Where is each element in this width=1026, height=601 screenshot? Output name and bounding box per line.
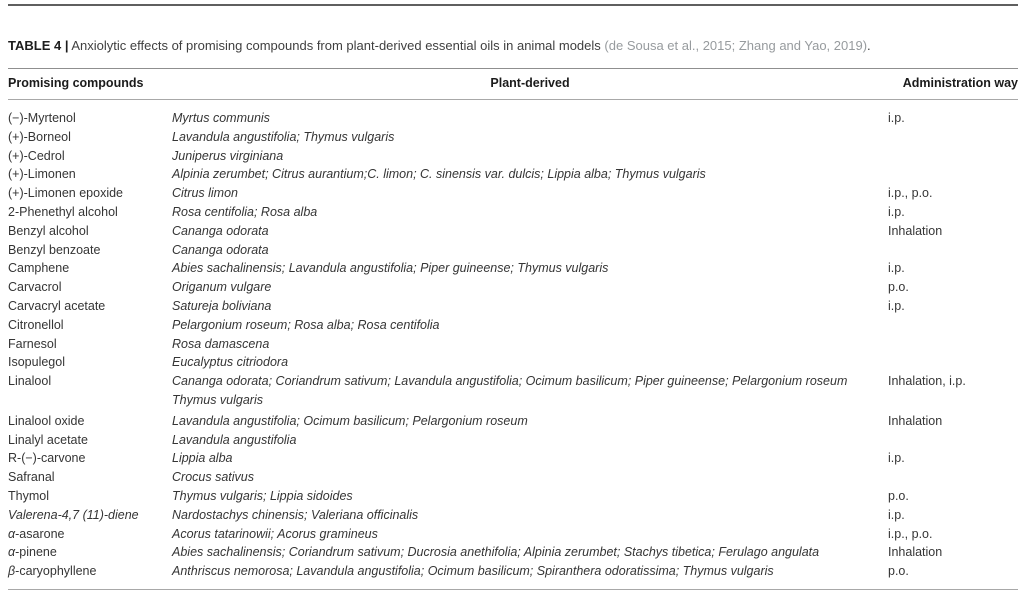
compound-cell: β-caryophyllene: [8, 564, 97, 579]
table-row: [8, 412, 1018, 431]
plant-derived-cell: Myrtus communis: [172, 111, 270, 125]
table-row: [8, 109, 1018, 128]
compound-cell: α-asarone: [8, 526, 65, 541]
compound-cell: Linalool: [8, 374, 52, 389]
header-cell-plant-derived: Plant-derived: [490, 76, 570, 90]
table-row: [8, 487, 1018, 506]
table-row: [8, 468, 1018, 487]
table-4-panel: [0, 4, 1026, 601]
plant-derived-cell: Cananga odorata; Coriandrum sativum; Lavandula angustifolia; Ocimum basilicum; Piper guineense; Pelargonium roseum Thymus vulgaris: [172, 374, 848, 407]
plant-derived-cell: Acorus tatarinowii; Acorus gramineus: [172, 526, 378, 541]
table-bottom-rule: [8, 589, 1018, 590]
plant-derived-cell: Abies sachalinensis; Coriandrum sativum; Ducrosia anethifolia; Alpinia zerumbet; Stachys tibetica; Ferulago angulata: [172, 545, 820, 560]
plant-derived-cell: Lavandula angustifolia; Thymus vulgaris: [172, 129, 395, 144]
compound-cell: Benzyl alcohol: [8, 223, 89, 238]
plant-derived-cell: Lavandula angustifolia; Ocimum basilicum; Pelargonium roseum: [172, 413, 528, 428]
plant-derived-cell: Crocus sativus: [172, 470, 254, 485]
plant-derived-cell: Juniperus virginiana: [172, 148, 284, 163]
compound-cell: (+)-Cedrol: [8, 148, 65, 163]
administration-way-cell: Inhalation: [888, 545, 943, 560]
plant-derived-cell: Thymus vulgaris; Lippia sidoides: [172, 488, 353, 503]
table-row: [8, 165, 1018, 184]
caption-label: TABLE 4: [8, 38, 62, 53]
caption-separator: |: [64, 38, 69, 53]
plant-derived-cell: Nardostachys chinensis; Valeriana officinalis: [172, 507, 419, 522]
compound-cell: 2-Phenethyl alcohol: [8, 204, 118, 219]
plant-derived-cell: Lavandula angustifolia: [172, 432, 297, 447]
table-row: [8, 259, 1018, 278]
administration-way-cell: p.o.: [888, 564, 909, 579]
compound-cell: Isopulegol: [8, 355, 65, 370]
compound-cell: Carvacryl acetate: [8, 298, 106, 313]
table-row: [8, 506, 1018, 525]
administration-way-cell: i.p.: [888, 204, 905, 219]
compound-cell: Safranal: [8, 470, 55, 485]
compound-cell: Benzyl benzoate: [8, 242, 101, 257]
plant-derived-cell: Eucalyptus citriodora: [172, 355, 289, 370]
table-row: [8, 203, 1018, 222]
table-row: [8, 353, 1018, 372]
administration-way-cell: Inhalation: [888, 223, 943, 238]
plant-derived-cell: Citrus limon: [172, 186, 238, 201]
table-row: [8, 147, 1018, 166]
administration-way-cell: i.p.: [888, 261, 905, 276]
table-row: [8, 431, 1018, 450]
table-row: [8, 222, 1018, 241]
administration-way-cell: Inhalation: [888, 413, 943, 428]
administration-way-cell: i.p.: [888, 507, 905, 522]
compound-cell: Valerena-4,7 (11)-diene: [8, 507, 139, 522]
compound-cell: Thymol: [8, 488, 49, 503]
compound-cell: (−)-Myrtenol: [8, 111, 76, 125]
compound-cell: Citronellol: [8, 317, 64, 332]
table-row: [8, 297, 1018, 316]
compound-cell: R-(−)-carvone: [8, 451, 86, 466]
table-row: [8, 525, 1018, 544]
table-caption: [8, 38, 1018, 54]
plant-derived-cell: Cananga odorata: [172, 223, 269, 238]
caption-text: Anxiolytic effects of promising compounds from plant-derived essential oils in animal models: [71, 38, 601, 53]
plant-derived-cell: Lippia alba: [172, 451, 233, 466]
table-row: [8, 543, 1018, 562]
compound-cell: Linalyl acetate: [8, 432, 88, 447]
table-header-row: [8, 69, 1018, 99]
top-divider: [8, 4, 1018, 6]
administration-way-cell: i.p., p.o.: [888, 186, 933, 201]
caption-citation[interactable]: (de Sousa et al., 2015; Zhang and Yao, 2019): [604, 38, 868, 53]
administration-way-cell: i.p., p.o.: [888, 526, 933, 541]
compound-cell: (+)-Limonen: [8, 167, 76, 182]
table-row: [8, 449, 1018, 468]
compound-cell: (+)-Borneol: [8, 129, 71, 144]
table-row: [8, 184, 1018, 203]
table-row: [8, 372, 1018, 412]
table-row: [8, 335, 1018, 354]
administration-way-cell: i.p.: [888, 451, 905, 466]
table-row: [8, 128, 1018, 147]
plant-derived-cell: Rosa damascena: [172, 336, 270, 351]
table-row: [8, 278, 1018, 297]
table-row: [8, 562, 1018, 581]
administration-way-cell: i.p.: [888, 298, 905, 313]
compound-cell: (+)-Limonen epoxide: [8, 186, 123, 201]
header-cell-compounds: Promising compounds: [8, 76, 144, 90]
plant-derived-cell: Rosa centifolia; Rosa alba: [172, 204, 318, 219]
compound-cell: Farnesol: [8, 336, 57, 351]
header-cell-administration-way: Administration way: [902, 76, 1018, 90]
table-body: [8, 100, 1018, 581]
plant-derived-cell: Pelargonium roseum; Rosa alba; Rosa centifolia: [172, 317, 440, 332]
plant-derived-cell: Abies sachalinensis; Lavandula angustifolia; Piper guineense; Thymus vulgaris: [172, 261, 609, 276]
table-row: [8, 316, 1018, 335]
table-row: [8, 241, 1018, 260]
administration-way-cell: p.o.: [888, 280, 909, 295]
compound-cell: Carvacrol: [8, 280, 62, 295]
plant-derived-cell: Alpinia zerumbet; Citrus aurantium;C. limon; C. sinensis var. dulcis; Lippia alba; Thymus vulgaris: [172, 167, 706, 182]
plant-derived-cell: Anthriscus nemorosa; Lavandula angustifolia; Ocimum basilicum; Spiranthera odoratissima; Thymus vulgaris: [172, 564, 774, 579]
caption-period: .: [867, 38, 871, 53]
compound-cell: α-pinene: [8, 545, 57, 560]
plant-derived-cell: Origanum vulgare: [172, 280, 272, 295]
plant-derived-cell: Cananga odorata: [172, 242, 269, 257]
compound-cell: Linalool oxide: [8, 413, 85, 428]
administration-way-cell: i.p.: [888, 111, 905, 125]
administration-way-cell: p.o.: [888, 488, 909, 503]
plant-derived-cell: Satureja boliviana: [172, 298, 272, 313]
administration-way-cell: Inhalation, i.p.: [888, 374, 966, 389]
compound-cell: Camphene: [8, 261, 70, 276]
